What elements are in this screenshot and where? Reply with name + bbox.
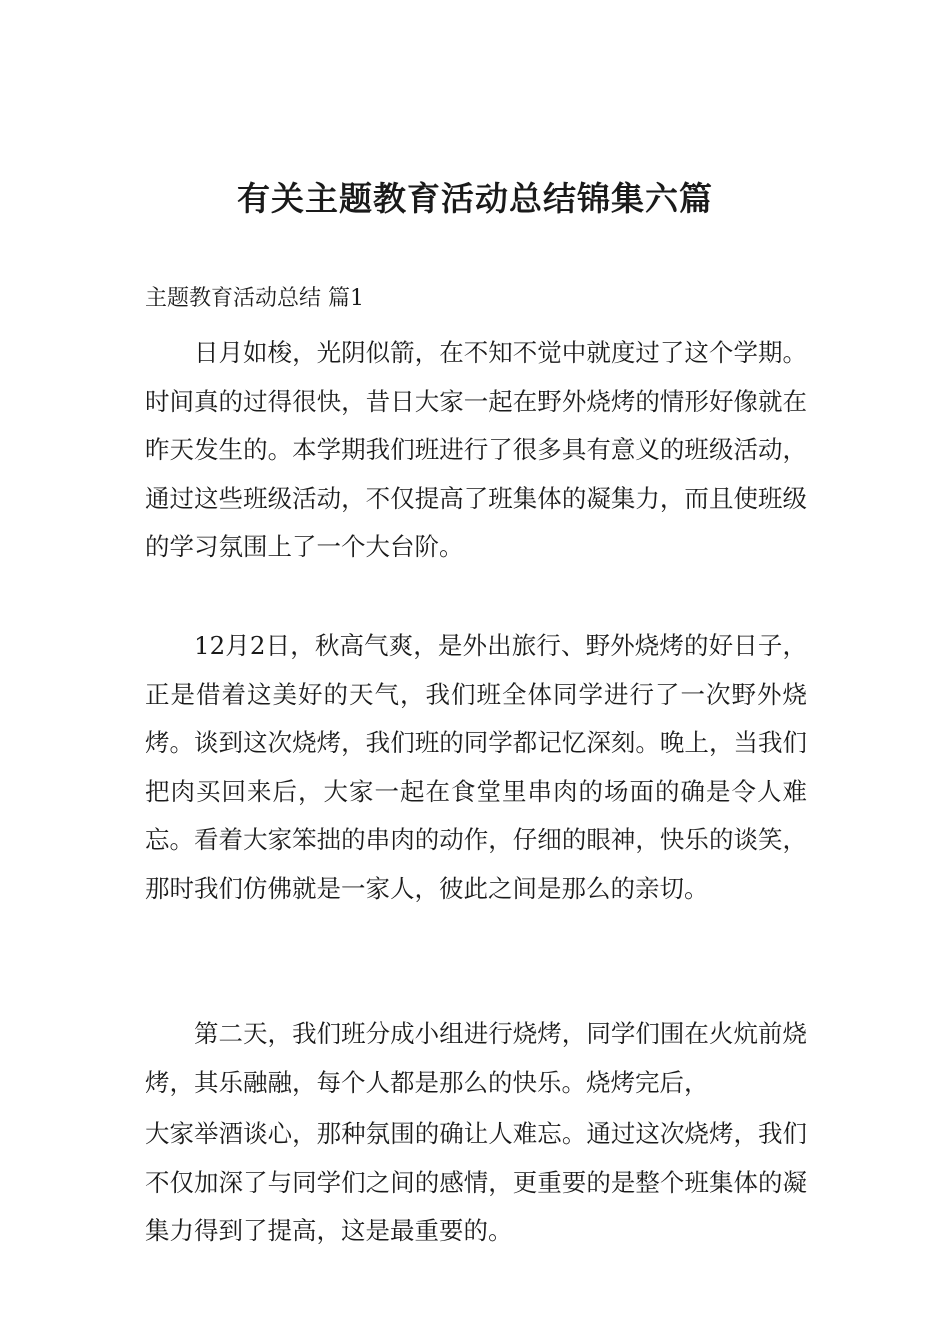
document-title: 有关主题教育活动总结锦集六篇 bbox=[237, 179, 713, 218]
paragraph-3-continued: 大家举酒谈心，那种氛围的确让人难忘。通过这次烧烤，我们不仅加深了与同学们之间的感情，更重要的是整个班集体的凝集力得到了提高，这是最重要的。 bbox=[145, 1119, 807, 1245]
paragraph-2: 12月2日，秋高气爽，是外出旅行、野外烧烤的好日子，正是借着这美好的天气，我们班全体同学进行了一次野外烧烤。谈到这次烧烤，我们班的同学都记忆深刻。晚上，当我们把肉买回来后，大家一起在食堂里串肉的场面的确是令人难忘。看着大家笨拙的串肉的动作，仔细的眼神，快乐的谈笑，那时我们仿佛就是一家人，彼此之间是那么的亲切。 bbox=[145, 631, 807, 903]
paragraph-1: 日月如梭，光阴似箭，在不知不觉中就度过了这个学期。时间真的过得很快，昔日大家一起在野外烧烤的情形好像就在昨天发生的。本学期我们班进行了很多具有意义的班级活动，通过这些班级活动，不仅提高了班集体的凝集力，而且使班级的学习氛围上了一个大台阶。 bbox=[145, 338, 807, 561]
paragraph-3: 第二天，我们班分成小组进行烧烤，同学们围在火炕前烧烤，其乐融融，每个人都是那么的快乐。烧烤完后， bbox=[145, 1019, 807, 1097]
section-heading: 主题教育活动总结 篇1 bbox=[145, 286, 364, 311]
